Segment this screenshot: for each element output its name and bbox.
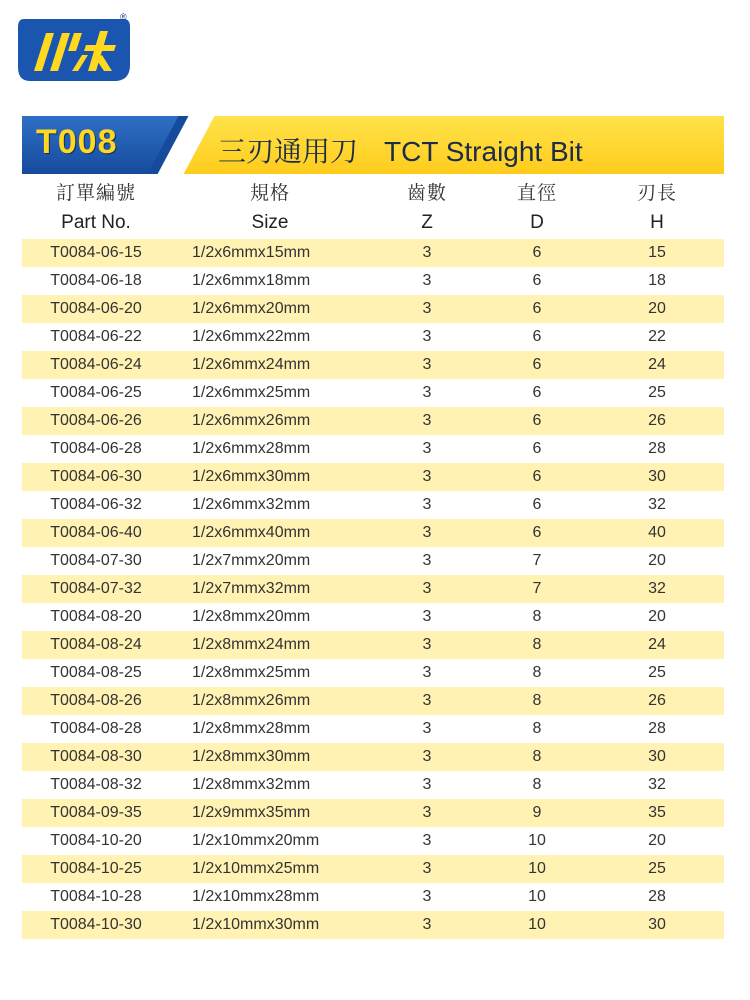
cell-diameter: 8 bbox=[484, 743, 590, 771]
cell-cutting-length: 24 bbox=[590, 631, 724, 659]
cell-cutting-length: 32 bbox=[590, 771, 724, 799]
table-row bbox=[22, 799, 724, 827]
cell-part-no: T0084-07-32 bbox=[22, 575, 170, 603]
cell-cutting-length: 40 bbox=[590, 519, 724, 547]
cell-part-no: T0084-08-32 bbox=[22, 771, 170, 799]
cell-teeth: 3 bbox=[370, 351, 484, 379]
table-row bbox=[22, 659, 724, 687]
cell-diameter: 6 bbox=[484, 239, 590, 267]
cell-teeth: 3 bbox=[370, 491, 484, 519]
cell-size: 1/2x8mmx24mm bbox=[170, 631, 370, 659]
table-row bbox=[22, 491, 724, 519]
table-row bbox=[22, 407, 724, 435]
cell-size: 1/2x6mmx32mm bbox=[170, 491, 370, 519]
cell-diameter: 10 bbox=[484, 827, 590, 855]
cell-cutting-length: 26 bbox=[590, 687, 724, 715]
cell-teeth: 3 bbox=[370, 407, 484, 435]
cell-size: 1/2x8mmx26mm bbox=[170, 687, 370, 715]
cell-cutting-length: 20 bbox=[590, 603, 724, 631]
cell-cutting-length: 20 bbox=[590, 827, 724, 855]
cell-diameter: 6 bbox=[484, 323, 590, 351]
cell-size: 1/2x8mmx20mm bbox=[170, 603, 370, 631]
cell-cutting-length: 32 bbox=[590, 575, 724, 603]
cell-teeth: 3 bbox=[370, 463, 484, 491]
cell-cutting-length: 20 bbox=[590, 547, 724, 575]
cell-part-no: T0084-10-28 bbox=[22, 883, 170, 911]
cell-teeth: 3 bbox=[370, 379, 484, 407]
cell-part-no: T0084-06-26 bbox=[22, 407, 170, 435]
table-row bbox=[22, 379, 724, 407]
table-row bbox=[22, 631, 724, 659]
header-zh-z: 齒數 bbox=[406, 181, 447, 204]
header-en-part-no: Part No. bbox=[61, 212, 131, 233]
cell-size: 1/2x9mmx35mm bbox=[170, 799, 370, 827]
cell-cutting-length: 28 bbox=[590, 435, 724, 463]
table-row bbox=[22, 575, 724, 603]
brand-logo bbox=[16, 15, 132, 85]
cell-size: 1/2x6mmx22mm bbox=[170, 323, 370, 351]
cell-diameter: 10 bbox=[484, 911, 590, 939]
cell-teeth: 3 bbox=[370, 687, 484, 715]
table-row bbox=[22, 827, 724, 855]
cell-teeth: 3 bbox=[370, 659, 484, 687]
cell-diameter: 8 bbox=[484, 771, 590, 799]
cell-part-no: T0084-06-24 bbox=[22, 351, 170, 379]
cell-teeth: 3 bbox=[370, 743, 484, 771]
table-row bbox=[22, 771, 724, 799]
table-row bbox=[22, 547, 724, 575]
header-zh-part-no: 訂單編號 bbox=[55, 181, 136, 204]
cell-part-no: T0084-06-30 bbox=[22, 463, 170, 491]
cell-diameter: 7 bbox=[484, 547, 590, 575]
cell-cutting-length: 30 bbox=[590, 463, 724, 491]
header-row-zh bbox=[22, 175, 724, 207]
table-row bbox=[22, 883, 724, 911]
header-en-z: Z bbox=[421, 212, 433, 233]
cell-teeth: 3 bbox=[370, 883, 484, 911]
cell-part-no: T0084-08-25 bbox=[22, 659, 170, 687]
cell-diameter: 6 bbox=[484, 351, 590, 379]
table-row bbox=[22, 239, 724, 267]
brand-logo-icon bbox=[16, 15, 132, 85]
cell-cutting-length: 28 bbox=[590, 715, 724, 743]
cell-teeth: 3 bbox=[370, 771, 484, 799]
cell-teeth: 3 bbox=[370, 799, 484, 827]
header-zh-d: 直徑 bbox=[516, 181, 557, 204]
cell-diameter: 9 bbox=[484, 799, 590, 827]
cell-cutting-length: 25 bbox=[590, 659, 724, 687]
cell-cutting-length: 26 bbox=[590, 407, 724, 435]
cell-teeth: 3 bbox=[370, 435, 484, 463]
cell-cutting-length: 28 bbox=[590, 883, 724, 911]
cell-part-no: T0084-06-22 bbox=[22, 323, 170, 351]
cell-teeth: 3 bbox=[370, 547, 484, 575]
header-row-en bbox=[22, 207, 724, 239]
cell-diameter: 10 bbox=[484, 855, 590, 883]
cell-size: 1/2x8mmx28mm bbox=[170, 715, 370, 743]
cell-teeth: 3 bbox=[370, 239, 484, 267]
cell-size: 1/2x6mmx30mm bbox=[170, 463, 370, 491]
product-code: T008 bbox=[36, 123, 118, 161]
table-row bbox=[22, 519, 724, 547]
header-en-size: Size bbox=[251, 212, 289, 233]
cell-part-no: T0084-06-25 bbox=[22, 379, 170, 407]
cell-cutting-length: 30 bbox=[590, 743, 724, 771]
cell-teeth: 3 bbox=[370, 575, 484, 603]
cell-diameter: 10 bbox=[484, 883, 590, 911]
registered-mark: ® bbox=[120, 12, 127, 22]
cell-size: 1/2x7mmx20mm bbox=[170, 547, 370, 575]
product-title-en: TCT Straight Bit bbox=[384, 136, 583, 167]
cell-size: 1/2x6mmx18mm bbox=[170, 267, 370, 295]
spec-table-body bbox=[22, 239, 724, 939]
product-title-zh: 三刃通用刀 bbox=[218, 135, 359, 168]
cell-cutting-length: 25 bbox=[590, 855, 724, 883]
cell-teeth: 3 bbox=[370, 855, 484, 883]
cell-diameter: 6 bbox=[484, 519, 590, 547]
cell-size: 1/2x10mmx20mm bbox=[170, 827, 370, 855]
cell-part-no: T0084-10-25 bbox=[22, 855, 170, 883]
cell-cutting-length: 22 bbox=[590, 323, 724, 351]
cell-cutting-length: 25 bbox=[590, 379, 724, 407]
cell-part-no: T0084-08-30 bbox=[22, 743, 170, 771]
cell-part-no: T0084-07-30 bbox=[22, 547, 170, 575]
cell-part-no: T0084-06-40 bbox=[22, 519, 170, 547]
cell-teeth: 3 bbox=[370, 911, 484, 939]
cell-size: 1/2x6mmx26mm bbox=[170, 407, 370, 435]
cell-size: 1/2x8mmx30mm bbox=[170, 743, 370, 771]
cell-diameter: 6 bbox=[484, 491, 590, 519]
cell-size: 1/2x10mmx30mm bbox=[170, 911, 370, 939]
header-zh-h: 刃長 bbox=[636, 181, 677, 204]
cell-part-no: T0084-06-28 bbox=[22, 435, 170, 463]
table-row bbox=[22, 295, 724, 323]
cell-part-no: T0084-06-15 bbox=[22, 239, 170, 267]
cell-diameter: 7 bbox=[484, 575, 590, 603]
cell-cutting-length: 35 bbox=[590, 799, 724, 827]
cell-diameter: 8 bbox=[484, 715, 590, 743]
table-row bbox=[22, 687, 724, 715]
table-row bbox=[22, 855, 724, 883]
cell-cutting-length: 24 bbox=[590, 351, 724, 379]
header-en-d: D bbox=[530, 212, 544, 233]
cell-part-no: T0084-08-28 bbox=[22, 715, 170, 743]
cell-teeth: 3 bbox=[370, 323, 484, 351]
product-title bbox=[218, 130, 583, 170]
table-row bbox=[22, 351, 724, 379]
table-row bbox=[22, 715, 724, 743]
cell-size: 1/2x6mmx24mm bbox=[170, 351, 370, 379]
cell-size: 1/2x6mmx28mm bbox=[170, 435, 370, 463]
cell-size: 1/2x10mmx25mm bbox=[170, 855, 370, 883]
header-zh-size: 規格 bbox=[249, 181, 290, 204]
cell-diameter: 8 bbox=[484, 631, 590, 659]
cell-size: 1/2x6mmx20mm bbox=[170, 295, 370, 323]
cell-teeth: 3 bbox=[370, 267, 484, 295]
cell-teeth: 3 bbox=[370, 603, 484, 631]
header-en-h: H bbox=[650, 212, 664, 233]
cell-teeth: 3 bbox=[370, 631, 484, 659]
cell-part-no: T0084-06-18 bbox=[22, 267, 170, 295]
cell-cutting-length: 15 bbox=[590, 239, 724, 267]
cell-diameter: 6 bbox=[484, 267, 590, 295]
cell-diameter: 6 bbox=[484, 463, 590, 491]
cell-diameter: 8 bbox=[484, 603, 590, 631]
cell-part-no: T0084-06-20 bbox=[22, 295, 170, 323]
cell-size: 1/2x10mmx28mm bbox=[170, 883, 370, 911]
cell-part-no: T0084-08-24 bbox=[22, 631, 170, 659]
cell-part-no: T0084-10-20 bbox=[22, 827, 170, 855]
cell-size: 1/2x6mmx40mm bbox=[170, 519, 370, 547]
table-row bbox=[22, 603, 724, 631]
table-row bbox=[22, 911, 724, 939]
cell-cutting-length: 20 bbox=[590, 295, 724, 323]
table-row bbox=[22, 323, 724, 351]
table-row bbox=[22, 463, 724, 491]
table-row bbox=[22, 267, 724, 295]
table-row bbox=[22, 743, 724, 771]
cell-cutting-length: 30 bbox=[590, 911, 724, 939]
cell-teeth: 3 bbox=[370, 827, 484, 855]
cell-diameter: 6 bbox=[484, 295, 590, 323]
product-banner bbox=[22, 116, 724, 174]
spec-table bbox=[22, 175, 724, 939]
cell-size: 1/2x8mmx32mm bbox=[170, 771, 370, 799]
cell-part-no: T0084-09-35 bbox=[22, 799, 170, 827]
cell-size: 1/2x6mmx15mm bbox=[170, 239, 370, 267]
cell-cutting-length: 32 bbox=[590, 491, 724, 519]
cell-teeth: 3 bbox=[370, 295, 484, 323]
cell-diameter: 6 bbox=[484, 407, 590, 435]
cell-part-no: T0084-08-26 bbox=[22, 687, 170, 715]
cell-size: 1/2x8mmx25mm bbox=[170, 659, 370, 687]
cell-cutting-length: 18 bbox=[590, 267, 724, 295]
cell-diameter: 8 bbox=[484, 659, 590, 687]
cell-teeth: 3 bbox=[370, 715, 484, 743]
cell-size: 1/2x6mmx25mm bbox=[170, 379, 370, 407]
cell-part-no: T0084-10-30 bbox=[22, 911, 170, 939]
cell-size: 1/2x7mmx32mm bbox=[170, 575, 370, 603]
table-row bbox=[22, 435, 724, 463]
cell-part-no: T0084-08-20 bbox=[22, 603, 170, 631]
cell-diameter: 6 bbox=[484, 435, 590, 463]
cell-diameter: 6 bbox=[484, 379, 590, 407]
cell-diameter: 8 bbox=[484, 687, 590, 715]
cell-part-no: T0084-06-32 bbox=[22, 491, 170, 519]
cell-teeth: 3 bbox=[370, 519, 484, 547]
